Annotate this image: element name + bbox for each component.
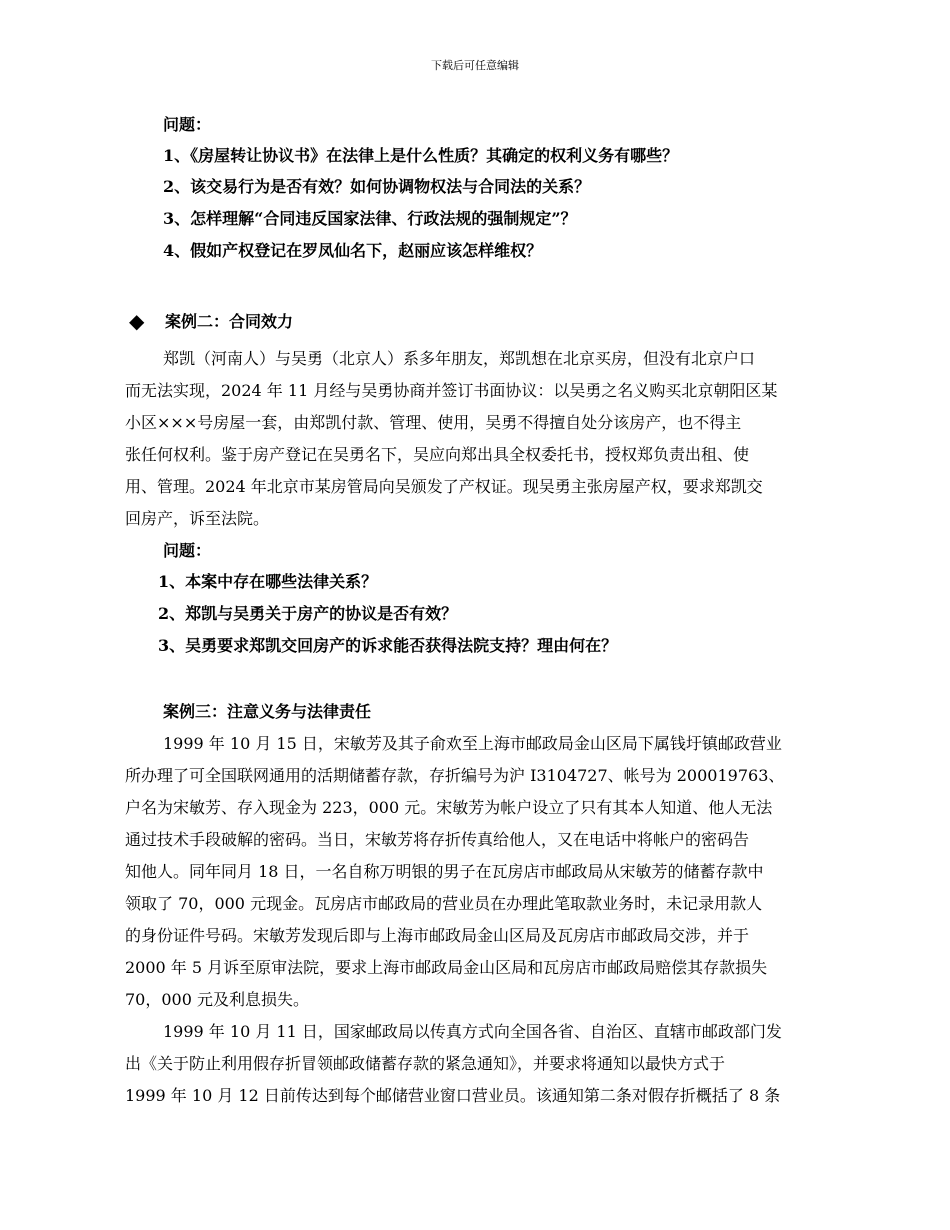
section1-question: 4、假如产权登记在罗凤仙名下，赵丽应该怎样维权？ bbox=[163, 241, 543, 260]
diamond-bullet-icon: ◆ bbox=[129, 309, 145, 333]
case3-text-line: 1999 年 10 月 11 日，国家邮政局以传真方式向全国各省、自治区、直辖市邮政部门发 bbox=[163, 1022, 782, 1041]
case3-text-line: 所办理了可全国联网通用的活期储蓄存款，存折编号为沪 I3104727、帐号为 200019763、 bbox=[125, 766, 785, 785]
case2-question: 2、郑凯与吴勇关于房产的协议是否有效？ bbox=[158, 604, 458, 623]
case2-text-line: 郑凯（河南人）与吴勇（北京人）系多年朋友，郑凯想在北京买房，但没有北京户口 bbox=[163, 349, 756, 368]
case3-text-line: 1999 年 10 月 15 日，宋敏芳及其子俞欢至上海市邮政局金山区局下属钱圩镇邮政营业 bbox=[163, 734, 782, 753]
case3-text-line: 2000 年 5 月诉至原审法院，要求上海市邮政局金山区局和瓦房店市邮政局赔偿其存款损失 bbox=[125, 958, 768, 977]
case3-text-line: 通过技术手段破解的密码。当日，宋敏芳将存折传真给他人，又在电话中将帐户的密码告 bbox=[125, 830, 750, 849]
case3-text-line: 1999 年 10 月 12 日前传达到每个邮储营业窗口营业员。该通知第二条对假存折概括了 8 条 bbox=[125, 1086, 781, 1105]
section1-question: 1、《房屋转让协议书》在法律上是什么性质？其确定的权利义务有哪些？ bbox=[163, 146, 679, 165]
case2-question: 3、吴勇要求郑凯交回房产的诉求能否获得法院支持？理由何在？ bbox=[158, 636, 618, 655]
case3-text-line: 知他人。同年同月 18 日，一名自称万明银的男子在瓦房店市邮政局从宋敏芳的储蓄存款中 bbox=[125, 862, 764, 881]
case3-text-line: 的身份证件号码。宋敏芳发现后即与上海市邮政局金山区局及瓦房店市邮政局交涉，并于 bbox=[125, 926, 750, 945]
case3-text-line: 70，000 元及利息损失。 bbox=[125, 990, 309, 1009]
case2-title: 案例二：合同效力 bbox=[165, 312, 294, 331]
case2-question-heading: 问题： bbox=[163, 541, 212, 560]
section1-heading: 问题： bbox=[163, 115, 212, 134]
case3-title: 案例三：注意义务与法律责任 bbox=[163, 702, 372, 721]
case2-question: 1、本案中存在哪些法律关系？ bbox=[158, 572, 378, 591]
case2-text-line: 小区×××号房屋一套，由郑凯付款、管理、使用，吴勇不得擅自处分该房产，也不得主 bbox=[125, 413, 742, 432]
case2-text-line: 回房产，诉至法院。 bbox=[125, 509, 270, 528]
page-header: 下载后可任意编辑 bbox=[431, 59, 519, 72]
case3-text-line: 出《关于防止利用假存折冒领邮政储蓄存款的紧急通知》，并要求将通知以最快方式于 bbox=[125, 1054, 726, 1073]
case2-text-line: 用、管理。2024 年北京市某房管局向吴颁发了产权证。现吴勇主张房屋产权，要求郑凯交 bbox=[125, 477, 763, 496]
section1-question: 3、怎样理解“合同违反国家法律、行政法规的强制规定”？ bbox=[163, 209, 577, 228]
case3-text-line: 户名为宋敏芳、存入现金为 223，000 元。宋敏芳为帐户设立了只有其本人知道、他人无法 bbox=[125, 798, 773, 817]
case3-text-line: 领取了 70，000 元现金。瓦房店市邮政局的营业员在办理此笔取款业务时，未记录用款人 bbox=[125, 894, 763, 913]
section1-question: 2、该交易行为是否有效？如何协调物权法与合同法的关系？ bbox=[163, 177, 591, 196]
case2-text-line: 而无法实现，2024 年 11 月经与吴勇协商并签订书面协议：以吴勇之名义购买北京朝阳区某 bbox=[125, 381, 778, 400]
case2-text-line: 张任何权利。鉴于房产登记在吴勇名下，吴应向郑出具全权委托书，授权郑负责出租、使 bbox=[125, 445, 750, 464]
